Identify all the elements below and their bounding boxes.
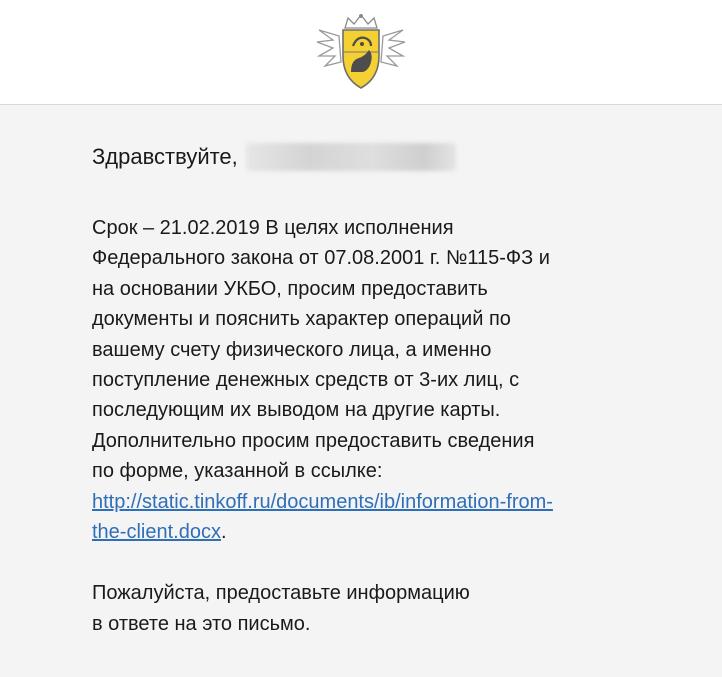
- document-link-line: [92, 517, 652, 547]
- link-period: .: [220, 521, 227, 544]
- message-line: Срок – 21.02.2019 В целях исполнения: [92, 217, 454, 239]
- closing-line: в ответе на это письмо.: [92, 612, 311, 635]
- message-line: вашему счету физического лица, а именно: [92, 338, 492, 361]
- message-line: последующим их выводом на другие карты.: [92, 399, 501, 422]
- message-line: по форме, указанной в ссылке:: [92, 460, 383, 483]
- message-line: Федерального закона от 07.08.2001 г. №115-ФЗ и: [92, 247, 550, 270]
- email-message: [92, 213, 652, 547]
- document-link-line: [92, 487, 652, 517]
- message-line: документы и пояснить характер операций по: [92, 308, 511, 331]
- document-link-continued[interactable]: the-client.docx: [92, 521, 221, 544]
- message-line: на основании УКБО, просим предоставить: [92, 277, 488, 300]
- greeting-text: Здравствуйте,: [92, 144, 238, 169]
- tinkoff-crest-logo-icon: [315, 12, 407, 92]
- greeting-line: [92, 142, 456, 172]
- message-line: поступление денежных средств от 3-их лиц, с: [92, 369, 520, 392]
- document-link[interactable]: http://static.tinkoff.ru/documents/ib/information-from-: [92, 490, 553, 513]
- closing-message: [92, 578, 470, 639]
- email-header: [0, 0, 722, 105]
- message-line: Дополнительно просим предоставить сведения: [92, 429, 535, 452]
- closing-line: Пожалуйста, предоставьте информацию: [92, 582, 470, 604]
- redacted-recipient-name: [246, 143, 456, 171]
